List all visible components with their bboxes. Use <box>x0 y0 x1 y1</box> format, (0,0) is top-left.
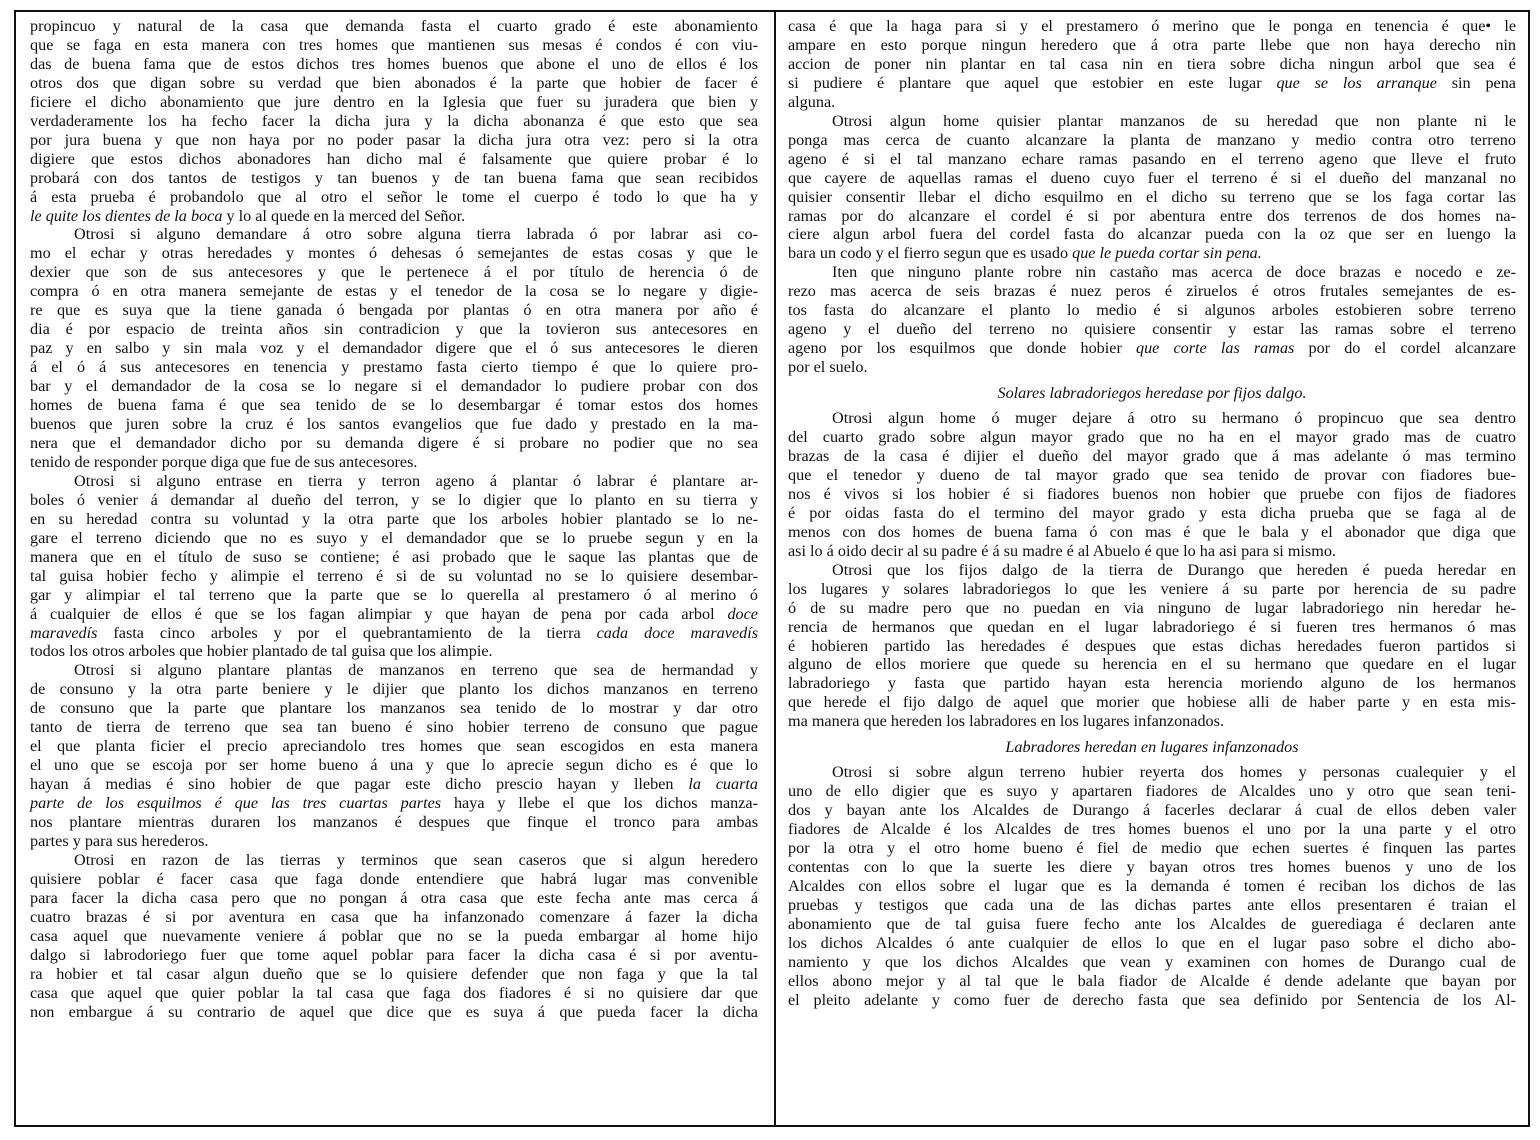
left-text-column <box>30 17 758 1022</box>
text-run: Labradores heredan en lugares infanzonados <box>1005 738 1299 757</box>
text-run: boles ó venier á demandar al dueño del terron, y se lo digier que lo planto en su tierra y <box>30 490 758 509</box>
text-run: menos con dos homes de buena fama ó con mas é que le bala y el abonador que diga que <box>788 522 1516 541</box>
text-run: que el tenedor y dueno de tal mayor grado que sea tenido de provar con fiadores bue- <box>788 465 1516 484</box>
text-line <box>30 908 758 927</box>
text-line <box>788 839 1516 858</box>
text-run: que se faga en esta manera con tres homes que mantienen sus mesas é condos é con viu- <box>30 35 758 54</box>
italic-phrase: la cuarta <box>688 775 759 794</box>
text-run: tos fasta do alcanzare el planto lo medio é si algunos arboles estobieren sobre terreno <box>788 301 1516 320</box>
italic-phrase: que le pueda cortar sin pena. <box>1072 244 1262 263</box>
text-line <box>30 263 758 282</box>
text-line <box>788 485 1516 504</box>
text-line <box>30 794 758 813</box>
text-line <box>30 491 758 510</box>
text-line <box>30 510 758 529</box>
text-run: por jura buena y que non haya por no poder pasar la dicha jura otra vez: pero si la otra <box>30 130 758 149</box>
text-line <box>788 36 1516 55</box>
text-run: á cualquier de ellos é que se los fagan alimpiar y que hayan de pena por cada arbol <box>30 604 728 623</box>
text-run: cuatro brazas é si por aventura en casa que ha infanzonado comenzare á fazer la dicha <box>30 907 758 926</box>
text-line <box>30 396 758 415</box>
text-run: por la otra y el otro home bueno é fiel de medio que echen suertes é finquen las partes <box>788 839 1516 858</box>
text-line <box>788 504 1516 523</box>
text-run: del cuarto grado sobre algun mayor grado que no ha en el mayor grado mas de cuatro <box>788 428 1516 447</box>
text-run: para facer la dicha casa pero que no pongan á otra casa que este fecha ante mas cerca á <box>30 888 758 907</box>
text-run: alguna. <box>788 92 836 111</box>
text-run: ficiere el dicho abonamiento que jure dentro en la Iglesia que fuer su juradera que bien y <box>30 92 758 111</box>
text-line <box>788 618 1516 637</box>
text-line <box>788 150 1516 169</box>
text-run: Otrosi que los fijos dalgo de la tierra de Durango que hereden é pueda heredar en <box>832 560 1516 579</box>
text-run: Otrosi si alguno demandare á otro sobre alguna tierra labrada ó por labrar asi co- <box>74 225 758 244</box>
text-run: verdaderamente los ha fecho facer la dicha jura y la dicha abonanza é que esto que sea <box>30 111 758 130</box>
text-run: y lo al quede en la merced del Señor. <box>222 206 466 225</box>
text-run: compra ó en otra manera semejante de estas y el tenedor de la cosa se lo negare y digie- <box>30 282 758 301</box>
text-run: Otrosi si alguno plantare plantas de manzanos en terreno que sea de hermandad y <box>74 661 758 680</box>
text-run: gare el terreno diciendo que no es suyo y el demandador que se lo pruebe segun y en la <box>30 528 758 547</box>
text-line <box>30 93 758 112</box>
text-run: labradoriego y fasta que partido hayan esta herencia moriendo alguno de los hermanos <box>788 674 1516 693</box>
text-run: re que es suya que la tiene ganada ó bengada por plantas ó en otra manera por año é <box>30 301 758 320</box>
text-run: ra hobier et tal casar algun dueño que se lo quisiere defender que non faga y que la tal <box>30 964 758 983</box>
text-line <box>788 915 1516 934</box>
text-run: partes y para sus herederos. <box>30 831 209 850</box>
text-run: casa que aquel que quier poblar la tal casa que faga dos fiadores é si no quisiere dar que <box>30 983 758 1002</box>
text-run: nos é vivos si los hobier é si fiadores buenos non hobier que pruebe con fijos de fiadores <box>788 484 1516 503</box>
text-run: ó de su madre pero que no puedan en via ninguno de lugar labradoriego nin heredar he- <box>788 598 1516 617</box>
text-run: abonamiento que de tal guisa fuere fecho ante los Alcaldes de guerediaga é declaren ante <box>788 914 1516 933</box>
text-line <box>30 889 758 908</box>
paragraph-first-line <box>30 851 758 870</box>
text-run: probará con dos tantos de testigos y tan buenos y de tan buena fama que sean recibidos <box>30 168 758 187</box>
text-run: é hobieren partido las heredades é despues que estas dichas heredades fueron partidos si <box>788 636 1516 655</box>
text-line <box>30 74 758 93</box>
text-line <box>30 55 758 74</box>
text-line <box>30 169 758 188</box>
text-run: Otrosi en razon de las tierras y terminos que sean caseros que si algun heredero <box>74 850 758 869</box>
text-line <box>30 377 758 396</box>
text-line <box>788 896 1516 915</box>
paragraph-first-line <box>788 263 1516 282</box>
text-line <box>30 131 758 150</box>
text-line <box>788 466 1516 485</box>
text-run: dexier que son de sus antecesores y que le pertenece á el por título de herencia ó de <box>30 263 758 282</box>
text-run: dos y bayan ante los Alcaldes de Durango á facerles declarar á cual de ellos deben valer <box>788 801 1516 820</box>
text-run: haya y llebe el que los dichos manza- <box>441 794 759 813</box>
italic-phrase: parte de los esquilmos é que las tres cuartas partes <box>30 794 442 813</box>
text-line <box>30 529 758 548</box>
column-divider <box>774 12 776 1125</box>
text-run: nera que el demandador dicho por su demanda digere é si probare no podier que no sea <box>30 433 758 452</box>
section-heading <box>788 384 1516 403</box>
text-line <box>788 74 1516 93</box>
text-run: fiadores de Alcalde é los Alcaldes de tres homes buenos el uno por la una parte y el otro <box>788 820 1516 839</box>
text-run: Otrosi algun home ó muger dejare á otro su hermano ó propincuo que sea dentro <box>832 409 1516 428</box>
text-run: á esta prueba é probandolo que al otro el señor le tome el cuerpo é todo lo que ha y <box>30 187 758 206</box>
text-run: el que planta ficier el precio apreciandolo tres homes que sean escogidos en esta manera <box>30 737 758 756</box>
paragraph-first-line <box>788 112 1516 131</box>
text-run: los dichos Alcaldes ó ante cualquier de ellos lo que en el lugar paso sobre el dicho abo- <box>788 933 1516 952</box>
text-line <box>788 428 1516 447</box>
text-line <box>30 927 758 946</box>
text-run: gar y alimpiar el tal terreno que la parte que se lo querella al prestamero ó al merino ó <box>30 585 758 604</box>
text-line <box>30 207 758 226</box>
text-run: alguno de ellos moriere que quede su herencia en el su hermano que quedare en el lugar <box>788 655 1516 674</box>
text-run: bar y el demandador de la cosa se lo negare si el demandador lo pudiere probar con dos <box>30 377 758 396</box>
text-line <box>30 984 758 1003</box>
text-run: que herede el fijo dalgo de aquel que morier que hobiese alli de haber parte y en esta mis- <box>788 693 1516 712</box>
text-line <box>788 188 1516 207</box>
paragraph-first-line <box>30 472 758 491</box>
text-run: otros dos que digan sobre su verdad que bien abonados é la parte que hobier de facer é <box>30 73 758 92</box>
text-line <box>788 655 1516 674</box>
text-line <box>30 624 758 643</box>
text-line <box>788 301 1516 320</box>
text-line <box>30 946 758 965</box>
paragraph-first-line <box>30 661 758 680</box>
text-line <box>30 718 758 737</box>
text-run: quisiere poblar é facer casa que faga donde entendiere que habrá lugar mas convenible <box>30 869 758 888</box>
text-line <box>788 782 1516 801</box>
text-run: asi lo á oido decir al su padre é á su madre é al Abuelo é que lo ha asi para si mismo. <box>788 541 1336 560</box>
italic-phrase: doce <box>727 604 758 623</box>
text-line <box>30 17 758 36</box>
text-line <box>30 567 758 586</box>
text-run: el pleito adelante y como fuer de derecho fasta que sea definido por Sentencia de los Al- <box>788 990 1516 1009</box>
text-line <box>788 674 1516 693</box>
text-run: mo el echar y otras heredades y montes ó dehesas ó semejantes de estas cosas y que le <box>30 244 758 263</box>
text-line <box>788 820 1516 839</box>
text-line <box>788 447 1516 466</box>
text-run: casa é que la haga para si y el prestamero ó merino que le ponga en tenencia é que• le <box>788 17 1516 35</box>
text-run: el uno que se escoja por ser home bueno á una y que lo aprecie segun dicho es é que lo <box>30 756 758 775</box>
text-run: ampare en esto porque ningun heredero que á otra parte llebe que non haya derecho nin <box>788 35 1516 54</box>
text-run: manera que en el título de suso se contiene; é asi probado que le saque las plantas que de <box>30 547 758 566</box>
text-line <box>788 542 1516 561</box>
text-run: Otrosi si alguno entrase en tierra y terron ageno á plantar ó labrar é plantare ar- <box>74 471 758 490</box>
text-run: dalgo si labrodoriego fuer que tome aquel poblar para facer la dicha casa é si por aventu- <box>30 945 758 964</box>
text-run: de consuno que la parte que plantare los manzanos sea tenido de lo mostrar y dar otro <box>30 699 758 718</box>
text-run: en su heredad contra su voluntad y la otra parte que los arboles hobier plantado se lo ne- <box>30 509 758 528</box>
text-line <box>788 972 1516 991</box>
text-line <box>30 586 758 605</box>
text-run: casa aquel que nuevamente veniere á poblar que no se la pueda embargar al home hijo <box>30 926 758 945</box>
text-line <box>30 320 758 339</box>
text-run: todos los otros arboles que hobier plantado de tal guisa que los alimpie. <box>30 642 493 661</box>
italic-phrase: que corte las ramas <box>1135 339 1295 358</box>
text-run: Otrosi si sobre algun terreno hubier reyerta dos homes y personas cualequier y el <box>832 763 1516 782</box>
text-line <box>30 699 758 718</box>
text-line <box>30 36 758 55</box>
italic-phrase: que se los arranque <box>1276 73 1437 92</box>
text-run: que cayere de aquellas ramas el dueno cuyo fuer el terreno é si el dueño del manzanal no <box>788 168 1516 187</box>
text-line <box>788 858 1516 877</box>
paragraph-first-line <box>788 561 1516 580</box>
text-line <box>788 523 1516 542</box>
text-run: ciere algun arbol fuera del cordel fasta do alcanzar pueda con la oz que ser en luengo la <box>788 225 1516 244</box>
italic-phrase: le quite los dientes de la boca <box>30 206 223 225</box>
text-run: hayan á medias é sino hobier de que pagar este dicho prescio hayan y lleben <box>30 775 689 794</box>
paragraph-first-line <box>788 763 1516 782</box>
text-run: los lugares y solares labradoriegos lo que les veniere á su parte por herencia de su padre <box>788 579 1516 598</box>
text-run: paz y en salbo y sin mala voz y el demandador digere que el ó sus antecesores le dieren <box>30 339 758 358</box>
text-line <box>788 712 1516 731</box>
text-line <box>30 339 758 358</box>
text-line <box>30 737 758 756</box>
text-run: ramas por do alcanzare el cordel é si por abentura entre dos terrenos de dos homes na- <box>788 206 1516 225</box>
text-run: ma manera que hereden los labradores en los lugares infanzonados. <box>788 712 1224 731</box>
text-run: Iten que ninguno plante robre nin castaño mas acerca de doce brazas e nocedo e ze- <box>832 263 1516 282</box>
text-line <box>788 991 1516 1010</box>
text-run: Otrosi algun home quisier plantar manzanos de su heredad que non plante ni le <box>832 111 1516 130</box>
text-line <box>788 637 1516 656</box>
text-run: namiento y que los dichos Alcaldes que vean y examinen con homes de Durango cual de <box>788 952 1516 971</box>
text-line <box>30 756 758 775</box>
text-run: pruebas y testigos que cada una de las dichas partes ante ellos presentaren é traian el <box>788 895 1516 914</box>
text-line <box>788 934 1516 953</box>
text-line <box>30 870 758 889</box>
text-run: rezo mas acerca de seis brazas é nuez peros é ziruelos é otros frutales semejantes de es- <box>788 282 1516 301</box>
text-line <box>788 580 1516 599</box>
text-run: ageno por los esquilmos que donde hobier <box>788 339 1136 358</box>
text-line <box>30 301 758 320</box>
text-line <box>788 599 1516 618</box>
italic-phrase: maravedís <box>30 623 98 642</box>
text-line <box>788 207 1516 226</box>
paragraph-first-line <box>788 409 1516 428</box>
text-line <box>788 801 1516 820</box>
text-run: Solares labradoriegos heredase por fijos dalgo. <box>997 384 1307 403</box>
text-line <box>30 548 758 567</box>
text-run: propincuo y natural de la casa que demanda fasta el cuarto grado é este abonamiento <box>30 17 758 35</box>
text-line <box>788 244 1516 263</box>
text-line <box>30 965 758 984</box>
text-line <box>788 131 1516 150</box>
text-run: ageno y el dueño del terreno no quisiere consentir y estar las ramas sobre el terreno <box>788 320 1516 339</box>
text-line <box>788 169 1516 188</box>
text-run: ageno é si el tal manzano echare ramas pasando en el terreno ageno que lleve el fruto <box>788 149 1516 168</box>
text-line <box>788 877 1516 896</box>
paragraph-first-line <box>30 225 758 244</box>
text-run: uno de ello digier que es suyo y apartaren fiadores de Alcaldes uno y otro que sean teni- <box>788 782 1516 801</box>
text-line <box>30 415 758 434</box>
text-run: por do el cordel alcanzare <box>1294 339 1516 358</box>
text-line <box>30 832 758 851</box>
section-heading <box>788 738 1516 757</box>
text-line <box>30 1003 758 1022</box>
text-run: Alcaldes con ellos sobre el lugar que es la demanda é tomen é reciban los dichos de las <box>788 876 1516 895</box>
italic-phrase: cada doce maravedís <box>596 623 758 642</box>
text-line <box>30 188 758 207</box>
text-run: accion de poner nin plantar en tal casa nin en tiera sobre dicha ningun arbol que sea é <box>788 54 1516 73</box>
text-line <box>788 93 1516 112</box>
text-run: das de buena fama que de estos dichos tres homes buenos que abone el uno de ellos é los <box>30 54 758 73</box>
text-line <box>30 150 758 169</box>
text-line <box>30 680 758 699</box>
text-run: si pudiere é plantare que aquel que estobier en este lugar <box>788 73 1277 92</box>
text-run: brazas de la casa é dijier el dueño del mayor grado que á mas adelante ó mas termino <box>788 446 1516 465</box>
text-line <box>30 813 758 832</box>
text-run: tal guisa hobier fecho y alimpie el terreno é si de su voluntad no se lo quisiere desembar- <box>30 566 758 585</box>
text-line <box>30 282 758 301</box>
text-line <box>30 244 758 263</box>
text-line <box>30 775 758 794</box>
text-line <box>788 339 1516 358</box>
text-line <box>788 282 1516 301</box>
text-run: tanto de tierra de terreno que sea tan bueno é sino hobier terreno de consuno que pague <box>30 718 758 737</box>
text-run: ellos abono mejor y al tal que le bala fiador de Alcalde é dende adelante que bayan por <box>788 971 1516 990</box>
text-line <box>30 605 758 624</box>
text-line <box>788 17 1516 36</box>
text-run: rencia de hermanos que quedan en el lugar labradoriego é si fueren tres hermanos ó mas <box>788 617 1516 636</box>
text-run: é por oidas fasta do el termino del mayor grado y esta dicha prueba que se faga al de <box>788 503 1516 522</box>
text-run: dia é por espacio de treinta años sin contradicion y que la tovieron sus antecesores en <box>30 320 758 339</box>
text-run: por el suelo. <box>788 358 868 377</box>
text-line <box>788 953 1516 972</box>
text-run: bara un codo y el fierro segun que es usado <box>788 244 1073 263</box>
text-line <box>30 358 758 377</box>
text-line <box>30 434 758 453</box>
text-run: contentas con lo que la suerte les diere y bayan otros tres homes buenos y uno de los <box>788 857 1516 876</box>
text-run: quisier consentir llebar el dicho esquilmo en el dicho su terreno que se los faga cortar las <box>788 187 1516 206</box>
text-line <box>788 320 1516 339</box>
text-run: sin pena <box>1436 73 1516 92</box>
text-line <box>30 453 758 472</box>
text-run: nos plantare mientras duraren los manzanos é despues que finque el tronco para ambas <box>30 813 758 832</box>
text-line <box>788 55 1516 74</box>
text-run: á el ó á sus antecesores en tenencia y prestamo fasta cierto tiempo é que lo quiere pro- <box>30 358 758 377</box>
text-run: homes de buena fama é que sea tenido de se lo desembargar é tomar estos dos homes <box>30 396 758 415</box>
text-line <box>788 358 1516 377</box>
right-text-column <box>788 17 1516 1010</box>
text-line <box>788 225 1516 244</box>
text-run: buenos que juren sobre la cruz é los santos evangelios que fue dado y prestado en la ma- <box>30 415 758 434</box>
text-run: ponga mas cerca de cuanto alcanzare la planta de manzano y medio contra otro terreno <box>788 130 1516 149</box>
text-run: de consuno y la otra parte beniere y le dijier que planto los dichos manzanos en terreno <box>30 680 758 699</box>
text-run: digiere que estos dichos abonadores han dicho mal é falsamente que quiere probar é lo <box>30 149 758 168</box>
text-run: fasta cinco arboles y por el quebrantamiento de la tierra <box>97 623 597 642</box>
text-run: non embargue á su contrario de aquel que dice que es suya á que pueda facer la dicha <box>30 1002 758 1021</box>
text-line <box>30 112 758 131</box>
text-line <box>30 642 758 661</box>
text-line <box>788 693 1516 712</box>
page-frame <box>14 10 1530 1127</box>
text-run: tenido de responder porque diga que fue de sus antecesores. <box>30 452 418 471</box>
